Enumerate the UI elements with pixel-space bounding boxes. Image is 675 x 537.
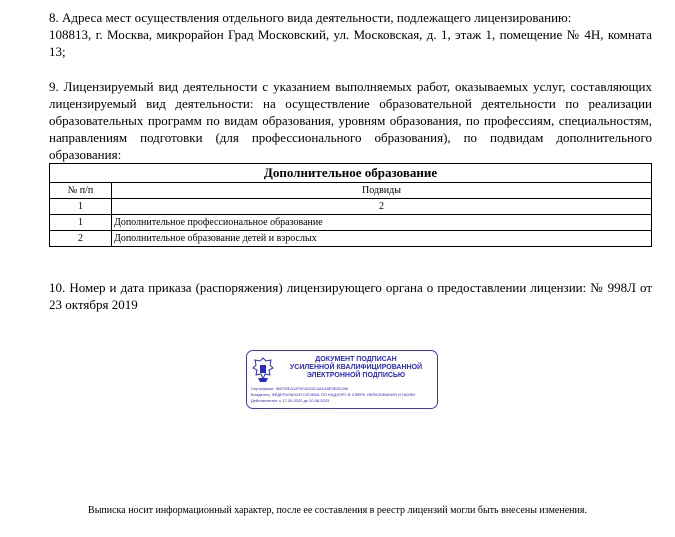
- coat-of-arms-icon: [252, 356, 274, 384]
- column-header-subtypes: Подвиды: [112, 183, 652, 199]
- column-number-2: 2: [112, 199, 652, 215]
- row-number: 1: [50, 215, 112, 231]
- footer-note: Выписка носит информационный характер, после ее составления в реестр лицензий могли быть внесены изменения.: [88, 505, 587, 516]
- column-header-number: № п/п: [50, 183, 112, 199]
- table-numbering-row: [50, 199, 652, 215]
- section-9-text: 9. Лицензируемый вид деятельности с указанием выполняемых работ, оказываемых услуг, составляющих лицензируемый вид деятельности: на осуществление образовательной деятельности по реализации образовательных программ по видам образования, уровням образования, по профессиям, специальностям, направлениям подготовки (для профессионального образования), по подвидам дополнительного образования:: [49, 79, 652, 162]
- stamp-title-line-1: ДОКУМЕНТ ПОДПИСАН: [315, 356, 397, 363]
- stamp-title-line-2: УСИЛЕННОЙ КВАЛИФИЦИРОВАННОЙ: [289, 364, 423, 371]
- section-10: [49, 279, 652, 313]
- table-caption: Дополнительное образование: [50, 164, 652, 183]
- electronic-signature-stamp: [246, 350, 438, 409]
- license-subtypes-table: [49, 163, 652, 247]
- stamp-certificate: Сертификат: 5BF25EA12F0C6923C4A1A9E3E5C406: [251, 386, 349, 391]
- row-number: 2: [50, 231, 112, 247]
- column-number-1: 1: [50, 199, 112, 215]
- section-8-heading: 8. Адреса мест осуществления отдельного вида деятельности, подлежащего лицензированию:: [49, 10, 572, 25]
- section-8-address: 108813, г. Москва, микрорайон Град Московский, ул. Московская, д. 1, этаж 1, помещение № 4Н, комната 13;: [49, 27, 652, 59]
- table-row: [50, 215, 652, 231]
- row-subtype: Дополнительное профессиональное образование: [112, 215, 652, 231]
- section-8: [49, 9, 652, 60]
- section-10-text: 10. Номер и дата приказа (распоряжения) лицензирующего органа о предоставлении лицензии: № 998Л от 23 октября 2019: [49, 280, 652, 312]
- stamp-validity: Действителен: с 17.05.2022 до 10.08.2023: [251, 398, 330, 403]
- table-header-row: [50, 183, 652, 199]
- row-subtype: Дополнительное образование детей и взрослых: [112, 231, 652, 247]
- section-9: [49, 78, 652, 163]
- table-row: [50, 231, 652, 247]
- stamp-owner: Владелец: ФЕДЕРАЛЬНАЯ СЛУЖБА ПО НАДЗОРУ В СФЕРЕ ОБРАЗОВАНИЯ И НАУКИ: [251, 392, 416, 397]
- stamp-title-line-3: ЭЛЕКТРОННОЙ ПОДПИСЬЮ: [306, 372, 406, 379]
